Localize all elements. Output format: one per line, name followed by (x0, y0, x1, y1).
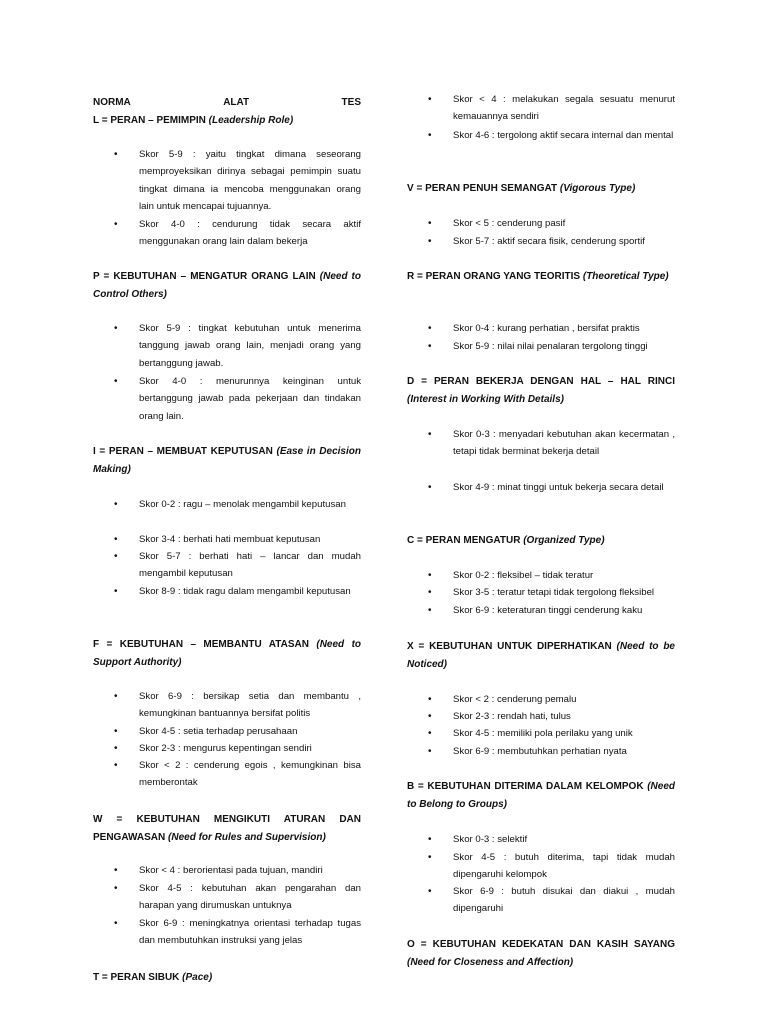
section-heading (93, 443, 361, 478)
score-list (93, 880, 361, 915)
score-list (93, 740, 361, 757)
section-heading-code: F = KEBUTUHAN – MEMBANTU ATASAN (93, 639, 309, 650)
score-list (407, 849, 675, 884)
score-item: • Skor 2-3 : rendah hati, tulus (407, 708, 675, 725)
score-list (93, 216, 361, 251)
score-list (93, 548, 361, 583)
section-heading-english: (Need to Belong to Groups) (407, 781, 676, 810)
score-item: • Skor < 2 : cenderung egois , kemungkinan bisa memberontak (93, 757, 361, 792)
score-list (93, 688, 361, 723)
score-list (407, 708, 675, 725)
score-item: • Skor 6-9 : butuh disukai dan diakui , mudah dipengaruhi (407, 883, 675, 918)
section-heading-code: O = KEBUTUHAN KEDEKATAN DAN KASIH SAYANG (407, 939, 675, 950)
score-list (93, 320, 361, 372)
score-list (407, 691, 675, 708)
score-list (93, 373, 361, 425)
score-list (407, 338, 675, 355)
page-title-word: ALAT (223, 97, 250, 108)
score-list (407, 584, 675, 601)
section-heading (407, 268, 675, 286)
section-heading-english: (Need for Rules and Supervision) (165, 831, 326, 843)
section-heading-english: (Need to Control Others) (93, 271, 361, 300)
score-list (407, 91, 675, 126)
score-item: • Skor 6-9 : meningkatnya orientasi terhadap tugas dan membutuhkan instruksi yang jelas (93, 915, 361, 950)
score-list (407, 567, 675, 584)
section-heading-english: (Organized Type) (520, 535, 605, 546)
section-heading-english: (Pace) (179, 972, 213, 983)
score-item: • Skor 0-2 : fleksibel – tidak teratur (407, 567, 675, 584)
score-item: • Skor < 4 : berorientasi pada tujuan, mandiri (93, 862, 361, 879)
score-item: • Skor 4-5 : butuh diterima, tapi tidak mudah dipengaruhi kelompok (407, 849, 675, 884)
score-list (407, 602, 675, 619)
section-heading-code: C = PERAN MENGATUR (407, 535, 521, 546)
score-item: • Skor 0-4 : kurang perhatian , bersifat praktis (407, 320, 675, 337)
section-heading-english: (Need to Support Authority) (93, 639, 362, 668)
section-heading (93, 636, 361, 671)
score-item: • Skor 4-5 : setia terhadap perusahaan (93, 723, 361, 740)
section-heading-english: (Interest in Working With Details) (407, 393, 564, 405)
section-heading-english: (Need for Closeness and Affection) (407, 956, 574, 968)
score-list (407, 215, 675, 232)
score-item: • Skor 5-7 : berhati hati – lancar dan mudah mengambil keputusan (93, 548, 361, 583)
score-list (407, 743, 675, 760)
score-item: • Skor 0-3 : menyadari kebutuhan akan kecermatan , tetapi tidak berminat bekerja detail (407, 426, 675, 461)
score-list (407, 479, 675, 496)
score-list (93, 757, 361, 792)
score-list (93, 723, 361, 740)
score-item: • Skor < 2 : cenderung pemalu (407, 691, 675, 708)
score-item: • Skor 5-9 : yaitu tingkat dimana seseorang memproyeksikan dirinya sebagai pemimpin suatu tingkat dimana ia mencoba menggunakan orang lain untuk mencapai tujuannya. (93, 146, 361, 216)
score-list (93, 531, 361, 548)
score-item: • Skor 4-0 : menurunnya keinginan untuk bertanggung jawab pada pekerjaan dan tindakan orang lain. (93, 373, 361, 425)
score-item: • Skor 4-9 : minat tinggi untuk bekerja secara detail (407, 479, 675, 496)
section-heading (407, 532, 675, 550)
score-list (407, 320, 675, 337)
section-heading-code: T = PERAN SIBUK (93, 972, 180, 983)
section-heading-english: (Theoretical Type) (580, 271, 669, 282)
score-list (407, 883, 675, 918)
score-item: • Skor 6-9 : membutuhkan perhatian nyata (407, 743, 675, 760)
section-heading-code: X = KEBUTUHAN UNTUK DIPERHATIKAN (407, 641, 612, 652)
page-title-word: TES (341, 97, 361, 108)
section-heading-code: D = PERAN BEKERJA DENGAN HAL – HAL RINCI (407, 376, 675, 387)
section-heading-code: V = PERAN PENUH SEMANGAT (407, 183, 558, 194)
section-heading-code: B = KEBUTUHAN DITERIMA DALAM KELOMPOK (407, 781, 644, 792)
section-heading-english: (Leadership Role) (205, 115, 294, 126)
score-list (407, 426, 675, 461)
section-heading (93, 112, 361, 130)
score-item: • Skor 2-3 : mengurus kepentingan sendiri (93, 740, 361, 757)
score-item: • Skor 4-5 : memiliki pola perilaku yang unik (407, 725, 675, 742)
score-list (407, 127, 675, 144)
section-heading (93, 969, 361, 987)
score-item: • Skor 5-9 : nilai nilai penalaran tergolong tinggi (407, 338, 675, 355)
score-list (407, 831, 675, 848)
score-item: • Skor 3-5 : teratur tetapi tidak tergolong fleksibel (407, 584, 675, 601)
score-item: • Skor 4-6 : tergolong aktif secara internal dan mental (407, 127, 675, 144)
score-item: • Skor 0-3 : selektif (407, 831, 675, 848)
page-title-word: NORMA (93, 97, 131, 108)
section-heading (93, 811, 361, 846)
score-item: • Skor 5-7 : aktif secara fisik, cenderung sportif (407, 233, 675, 250)
section-heading-code: W = KEBUTUHAN MENGIKUTI ATURAN DAN PENGAWASAN (93, 814, 361, 843)
score-item: • Skor 6-9 : bersikap setia dan membantu , kemungkinan bantuannya bersifat politis (93, 688, 361, 723)
section-heading-code: I = PERAN – MEMBUAT KEPUTUSAN (93, 446, 273, 457)
section-heading-code: P = KEBUTUHAN – MENGATUR ORANG LAIN (93, 271, 316, 282)
score-list (93, 862, 361, 879)
score-item: • Skor < 4 : melakukan segala sesuatu menurut kemauannya sendiri (407, 91, 675, 126)
score-item: • Skor 4-0 : cendurung tidak secara aktif menggunakan orang lain dalam bekerja (93, 216, 361, 251)
section-heading (407, 638, 675, 673)
score-item: • Skor 0-2 : ragu – menolak mengambil keputusan (93, 496, 361, 513)
section-heading-english: (Ease in Decision Making) (93, 446, 361, 475)
score-item: • Skor < 5 : cenderung pasif (407, 215, 675, 232)
score-list (93, 915, 361, 950)
page-title (93, 94, 361, 112)
score-list (93, 583, 361, 600)
section-heading-english: (Vigorous Type) (557, 183, 636, 194)
score-list (93, 146, 361, 216)
score-list (407, 725, 675, 742)
section-heading (93, 268, 361, 303)
score-item: • Skor 8-9 : tidak ragu dalam mengambil keputusan (93, 583, 361, 600)
section-heading (407, 778, 675, 813)
section-heading (407, 180, 675, 198)
score-item: • Skor 6-9 : keteraturan tinggi cenderung kaku (407, 602, 675, 619)
score-list (93, 496, 361, 513)
section-heading-english: (Need to be Noticed) (407, 641, 675, 670)
section-heading-code: L = PERAN – PEMIMPIN (93, 115, 206, 126)
score-list (407, 233, 675, 250)
section-heading-code: R = PERAN ORANG YANG TEORITIS (407, 271, 581, 282)
section-heading (407, 936, 675, 971)
score-item: • Skor 4-5 : kebutuhan akan pengarahan dan harapan yang dirumuskan untuknya (93, 880, 361, 915)
score-item: • Skor 5-9 : tingkat kebutuhan untuk menerima tanggung jawab orang lain, menjadi orang yang bertanggung jawab. (93, 320, 361, 372)
section-heading (407, 373, 675, 408)
score-item: • Skor 3-4 : berhati hati membuat keputusan (93, 531, 361, 548)
